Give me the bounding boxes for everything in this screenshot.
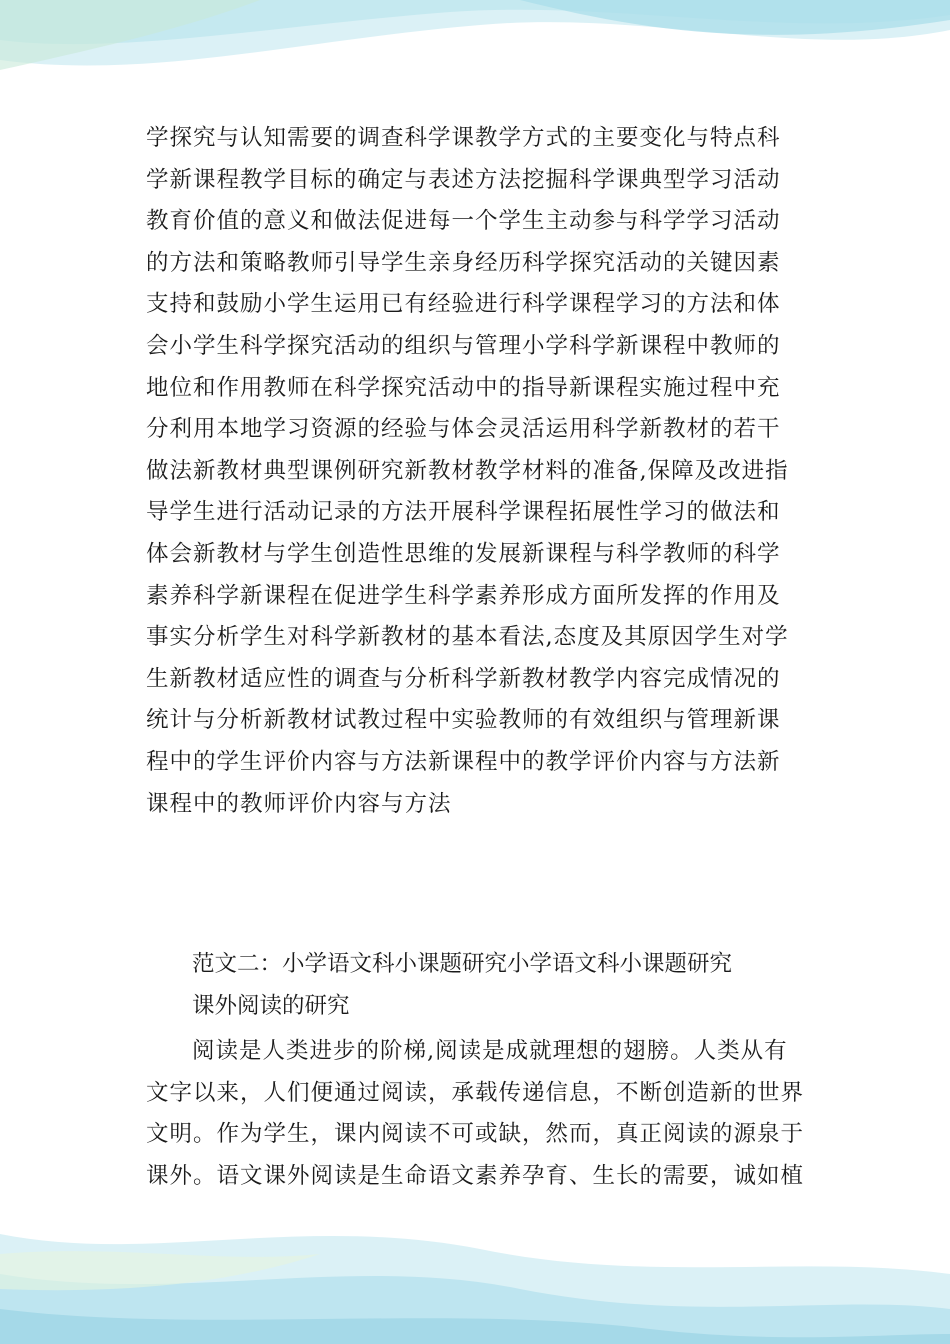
topic-list-paragraph: 学探究与认知需要的调查科学课教学方式的主要变化与特点科 学新课程教学目标的确定与表述方法挖掘科学课典型学习活动 教育价值的意义和做法促进每一个学生主动参与科学学习活动 的方法和策略教师引导学生亲身经历科学探究活动的关键因素 支持和鼓励小学生运用已有经验进行科学课程学习的方法和体 会小学生科学探究活动的组织与管理小学科学新课程中教师的 地位和作用教师在科学探究活动中的指导新课程实施过程中充 分利用本地学习资源的经验与体会灵活运用科学新教材的若干 做法新教材典型课例研究新教材教学材料的准备,保障及改进指 导学生进行活动记录的方法开展科学课程拓展性学习的做法和 体会新教材与学生创造性思维的发展新课程与科学教师的科学 素养科学新课程在促进学生科学素养形成方面所发挥的作用及 事实分析学生对科学新教材的基本看法,态度及其原因学生对学 生新教材适应性的调查与分析科学新教材教学内容完成情况的 统计与分析新教材试教过程中实验教师的有效组织与管理新课 程中的学生评价内容与方法新课程中的教学评价内容与方法新 课程中的教师评价内容与方法 xyxy=(146,125,789,817)
section-subheading: 课外阅读的研究 xyxy=(192,993,350,1019)
body-paragraph: 阅读是人类进步的阶梯,阅读是成就理想的翅膀。人类从有 文字以来，人们便通过阅读，承载传递信息，不断创造新的世界 文明。作为学生，课内阅读不可或缺，然而，真正阅读的源泉于 课外。语文课外阅读是生命语文素养孕育、生长的需要，诚如植 xyxy=(146,1038,805,1189)
section-heading: 范文二：小学语文科小课题研究小学语文科小课题研究 xyxy=(192,951,733,977)
